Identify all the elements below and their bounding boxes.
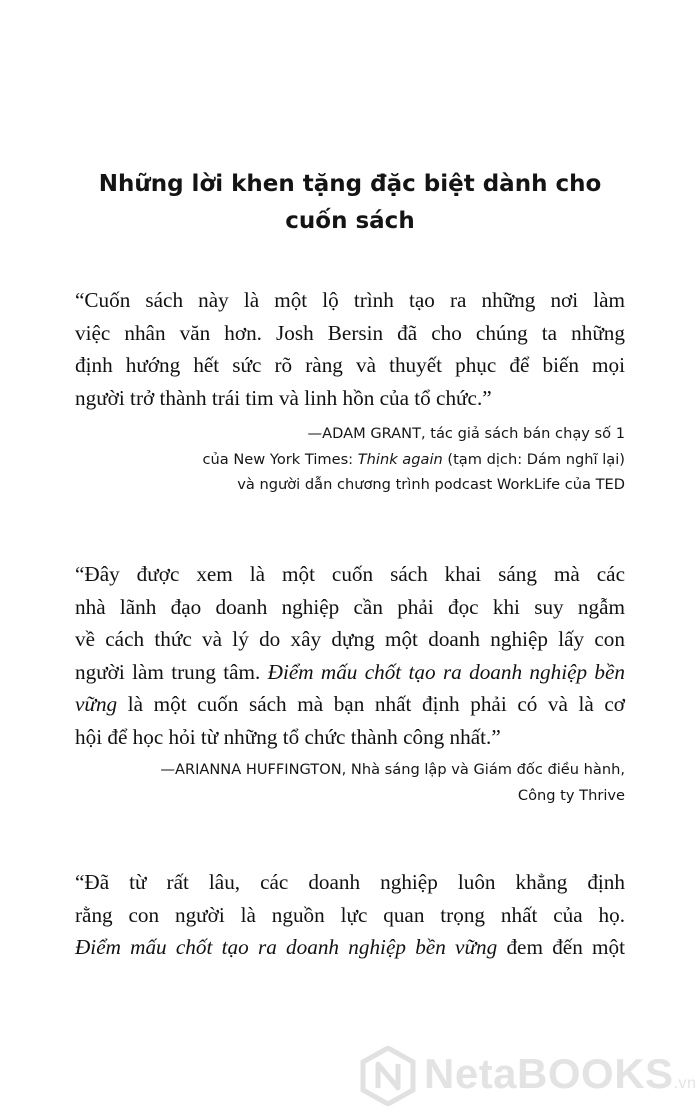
watermark-brand-text bbox=[424, 1050, 696, 1098]
quote-3-text: đem đến một bbox=[497, 935, 626, 959]
book-title-italic: Điểm mấu chốt tạo ra doanh nghiệp bền bbox=[267, 659, 626, 684]
netabooks-logo-icon bbox=[360, 1046, 416, 1111]
attribution-2-line: Công ty Thrive bbox=[517, 786, 625, 804]
quote-1-line: định hướng hết sức rõ ràng và thuyết phục để biến mọi bbox=[75, 353, 625, 377]
testimonial-attribution-2 bbox=[65, 757, 625, 808]
attribution-1-text: của New York Times: bbox=[202, 450, 358, 468]
watermark-brand: NetaBOOKS bbox=[424, 1050, 674, 1097]
testimonial-quote-3 bbox=[75, 866, 625, 964]
quote-1-line: việc nhân văn hơn. Josh Bersin đã cho chúng ta những bbox=[75, 320, 625, 345]
watermark-suffix: .vn bbox=[673, 1075, 697, 1092]
attribution-1-line bbox=[65, 447, 625, 473]
quote-2-text: là một cuốn sách mà bạn nhất định phải có và là cơ bbox=[117, 692, 625, 716]
testimonial-attribution-1 bbox=[65, 421, 625, 498]
book-title-italic: Điểm mấu chốt tạo ra doanh nghiệp bền vững bbox=[75, 935, 498, 959]
book-title-italic: vững bbox=[75, 692, 118, 716]
page-title bbox=[0, 166, 700, 240]
page-title-line-1: Những lời khen tặng đặc biệt dành cho bbox=[98, 171, 602, 197]
attribution-1-text: (tạm dịch: Dám nghĩ lại) bbox=[442, 450, 625, 468]
quote-1-line: “Cuốn sách này là một lộ trình tạo ra những nơi làm bbox=[75, 288, 625, 312]
attribution-1-line: —ADAM GRANT, tác giả sách bán chạy số 1 bbox=[307, 425, 625, 442]
testimonial-quote-2 bbox=[75, 558, 625, 753]
quote-2-text: người làm trung tâm. bbox=[75, 659, 268, 684]
quote-2-line bbox=[75, 688, 625, 721]
quote-3-line: “Đã từ rất lâu, các doanh nghiệp luôn khẳng định bbox=[75, 870, 625, 894]
book-title-think-again: Think again bbox=[357, 450, 443, 468]
netabooks-watermark bbox=[360, 1042, 697, 1112]
testimonial-quote-1 bbox=[75, 284, 625, 414]
quote-2-line: “Đây được xem là một cuốn sách khai sáng mà các bbox=[75, 562, 625, 586]
quote-2-line: nhà lãnh đạo doanh nghiệp cần phải đọc khi suy ngẫm bbox=[75, 594, 625, 619]
quote-3-line: rằng con người là nguồn lực quan trọng nhất của họ. bbox=[75, 902, 625, 927]
quote-2-line bbox=[75, 656, 625, 689]
quote-1-line: người trở thành trái tim và linh hồn của tổ chức.” bbox=[75, 385, 492, 410]
quote-3-line bbox=[75, 931, 625, 964]
quote-2-line: hội để học hỏi từ những tổ chức thành công nhất.” bbox=[75, 724, 501, 749]
attribution-1-line: và người dẫn chương trình podcast WorkLife của TED bbox=[237, 476, 625, 493]
page-title-line-2: cuốn sách bbox=[285, 208, 415, 234]
attribution-2-line: —ARIANNA HUFFINGTON, Nhà sáng lập và Giám đốc điều hành, bbox=[160, 761, 625, 778]
quote-2-line: về cách thức và lý do xây dựng một doanh nghiệp lấy con bbox=[75, 627, 625, 651]
